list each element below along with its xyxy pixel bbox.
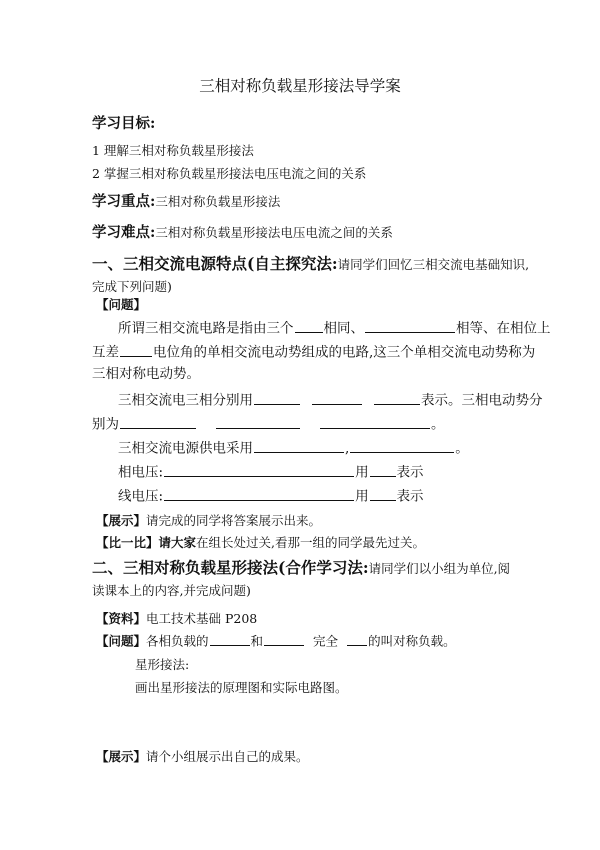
- blank-17[interactable]: [264, 632, 304, 646]
- paragraph-line-2: 互差 电位角的单相交流电动势组成的电路,这三个单相交流电动势称为: [92, 342, 535, 361]
- blank-11[interactable]: [350, 438, 454, 453]
- question-line-2: 【问题】各相负载的 和 完全 的叫对称负载。: [96, 633, 456, 649]
- show-label-2: 【展示】: [96, 749, 147, 764]
- blank-5[interactable]: [312, 390, 362, 405]
- focus-label: 学习重点:: [92, 193, 156, 210]
- goal-item-1: 1 理解三相对称负载星形接法: [92, 143, 254, 158]
- paragraph-line-6: 三相交流电源供电采用 , 。: [118, 438, 469, 457]
- blank-18[interactable]: [347, 632, 367, 646]
- question-label-2: 【问题】: [96, 633, 147, 649]
- section2-instruction: 请同学们以小组为单位,阅: [368, 561, 511, 576]
- line-voltage-line: 线电压: 用 表示: [118, 486, 424, 505]
- phase-voltage-line: 相电压: 用 表示: [118, 462, 424, 481]
- blank-12[interactable]: [164, 462, 354, 477]
- material-line: [96, 608, 257, 627]
- section2-instruction-cont: 读课本上的内容,并完成问题): [92, 583, 251, 598]
- section2-heading-line: [92, 558, 510, 578]
- goal-item-2: 2 掌握三相对称负载星形接法电压电流之间的关系: [92, 166, 367, 181]
- difficulty-line: [92, 222, 393, 241]
- paragraph-line-4: 三相交流电三相分别用 表示。三相电动势分: [118, 390, 543, 409]
- blank-15[interactable]: [370, 486, 396, 501]
- difficulty-label: 学习难点:: [92, 224, 156, 241]
- material-label: 【资料】: [96, 611, 147, 626]
- section1-heading: 一、三相交流电源特点(自主探究法:: [92, 254, 338, 273]
- goals-heading: 学习目标:: [92, 115, 156, 132]
- section1-heading-line: [92, 254, 529, 274]
- blank-7[interactable]: [120, 414, 196, 429]
- paragraph-line-3: 三相对称电动势。: [92, 366, 200, 382]
- compare-label: 【比一比】请大家: [96, 535, 197, 550]
- blank-8[interactable]: [216, 414, 300, 429]
- blank-13[interactable]: [370, 462, 396, 477]
- material-text: 电工技术基础 P208: [146, 611, 258, 626]
- paragraph-line-5: 别为 。: [92, 414, 445, 433]
- blank-16[interactable]: [210, 632, 250, 646]
- show-line-1: [96, 510, 321, 529]
- blank-3[interactable]: [120, 342, 152, 357]
- show-label-1: 【展示】: [96, 513, 147, 528]
- blank-6[interactable]: [374, 390, 420, 405]
- show-line-2: [96, 746, 309, 765]
- blank-14[interactable]: [164, 486, 354, 501]
- blank-1[interactable]: [295, 318, 323, 333]
- show-text-2: 请个小组展示出自己的成果。: [146, 749, 309, 764]
- paragraph-line-1: 所谓三相交流电路是指由三个 相同、 相等、在相位上: [118, 318, 551, 337]
- section1-instruction-cont: 完成下列问题): [92, 279, 172, 294]
- blank-2[interactable]: [365, 318, 455, 333]
- document-title: 三相对称负载星形接法导学案: [199, 77, 401, 95]
- show-text-1: 请完成的同学将答案展示出来。: [146, 513, 322, 528]
- blank-9[interactable]: [320, 414, 430, 429]
- compare-text: 在组长处过关,看那一组的同学最先过关。: [196, 535, 425, 550]
- focus-line: [92, 191, 280, 210]
- compare-line: [96, 532, 425, 551]
- section1-instruction: 请同学们回忆三相交流电基础知识,: [337, 257, 530, 272]
- focus-text: 三相对称负载星形接法: [155, 194, 281, 209]
- draw-instruction: 画出星形接法的原理图和实际电路图。: [135, 680, 348, 695]
- difficulty-text: 三相对称负载星形接法电压电流之间的关系: [155, 225, 393, 240]
- blank-4[interactable]: [254, 390, 300, 405]
- question-label-1: 【问题】: [96, 297, 147, 312]
- section2-heading: 二、三相对称负载星形接法(合作学习法:: [92, 558, 369, 577]
- star-connection-label: 星形接法:: [135, 657, 190, 672]
- blank-10[interactable]: [254, 438, 344, 453]
